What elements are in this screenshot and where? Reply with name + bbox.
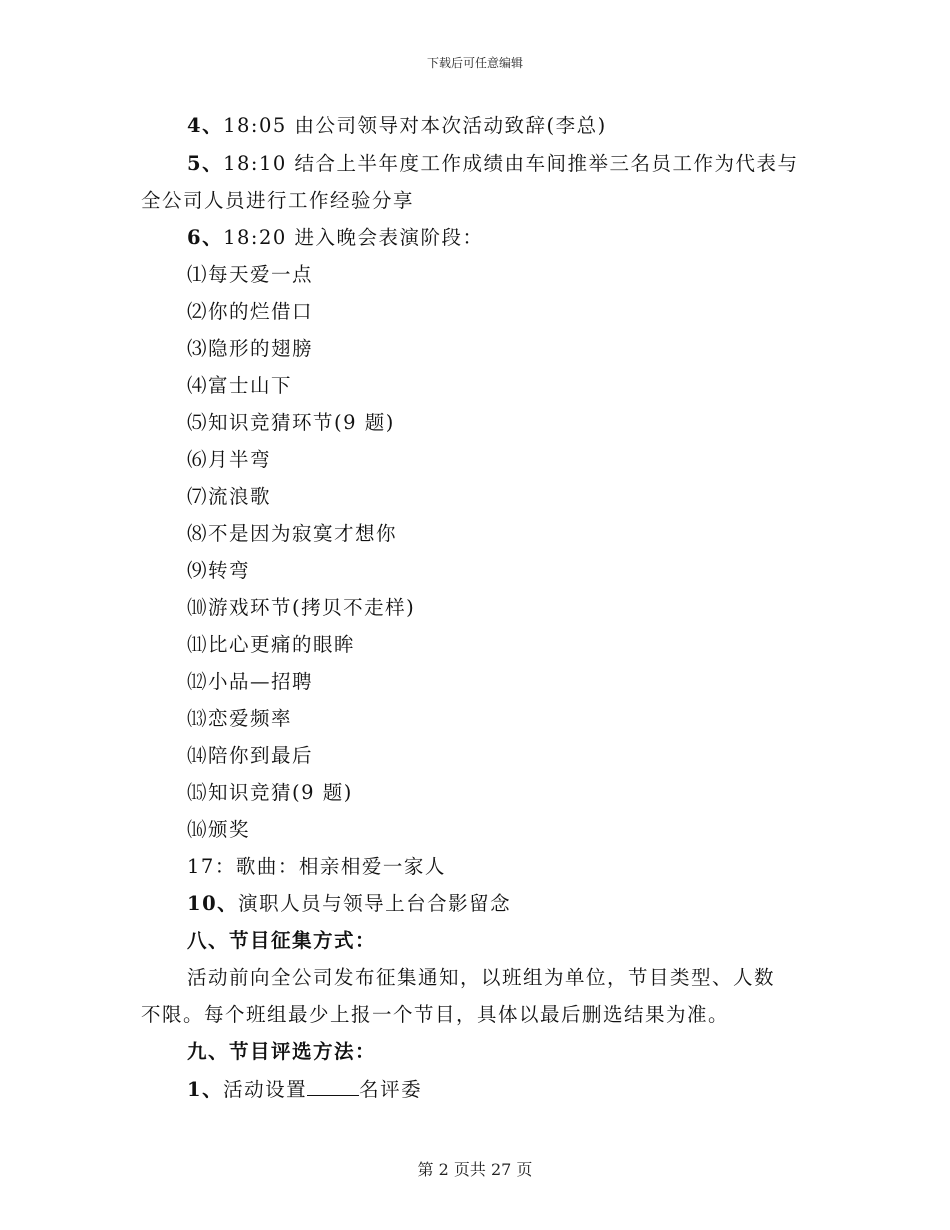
program-item: ⒃颁奖 (187, 818, 251, 841)
fill-in-blank (307, 1077, 359, 1096)
item-5-continued: 全公司人员进行工作经验分享 (141, 189, 415, 212)
program-item: ⑼转弯 (187, 559, 251, 582)
page-footer: 第 2 页共 27 页 (417, 1160, 533, 1179)
item-1-prefix: 活动设置 (223, 1078, 308, 1101)
program-item: ⑸知识竞猜环节(9 题) (187, 411, 395, 434)
item-10 (187, 892, 511, 916)
section-9-heading: 九、节目评选方法： (187, 1040, 377, 1063)
program-item: ⑷富士山下 (187, 374, 293, 397)
item-10-text: 演职人员与领导上台合影留念 (238, 892, 512, 915)
item-5 (187, 152, 798, 176)
program-item: ⑺流浪歌 (187, 485, 272, 508)
item-4-text: 18:05 由公司领导对本次活动致辞(李总) (223, 114, 607, 137)
program-item: ⒀恋爱频率 (187, 707, 293, 730)
item-4 (187, 114, 607, 138)
program-item: ⑽游戏环节(拷贝不走样) (187, 596, 416, 619)
program-item: ⑾比心更痛的眼眸 (187, 633, 356, 656)
item-10-number: 10、 (187, 892, 239, 915)
item-1 (187, 1077, 422, 1102)
program-item: ⑿小品—招聘 (187, 670, 314, 693)
item-1-suffix: 名评委 (359, 1078, 423, 1101)
program-item: ⑴每天爱一点 (187, 263, 314, 286)
item-6-text: 18:20 进入晚会表演阶段： (223, 226, 484, 249)
program-item: ⒁陪你到最后 (187, 744, 314, 767)
program-item: ⒂知识竞猜(9 题) (187, 781, 353, 804)
program-item: ⑶隐形的翅膀 (187, 337, 314, 360)
item-1-number: 1、 (187, 1078, 224, 1101)
section-8-paragraph-line-1: 活动前向全公司发布征集通知，以班组为单位，节目类型、人数 (187, 966, 776, 989)
item-5-number: 5、 (187, 152, 224, 175)
item-6 (187, 226, 483, 250)
program-item: ⑻不是因为寂寞才想你 (187, 522, 398, 545)
item-6-number: 6、 (187, 226, 224, 249)
program-item: ⑵你的烂借口 (187, 300, 314, 323)
page-header: 下载后可任意编辑 (426, 56, 523, 70)
item-17: 17：歌曲：相亲相爱一家人 (187, 855, 446, 878)
section-8-heading: 八、节目征集方式： (187, 929, 377, 952)
item-5-text: 18:10 结合上半年度工作成绩由车间推举三名员工作为代表与 (223, 152, 799, 175)
section-8-paragraph-line-2: 不限。每个班组最少上报一个节目，具体以最后删选结果为准。 (141, 1003, 730, 1026)
program-item: ⑹月半弯 (187, 448, 272, 471)
item-4-number: 4、 (187, 114, 224, 137)
